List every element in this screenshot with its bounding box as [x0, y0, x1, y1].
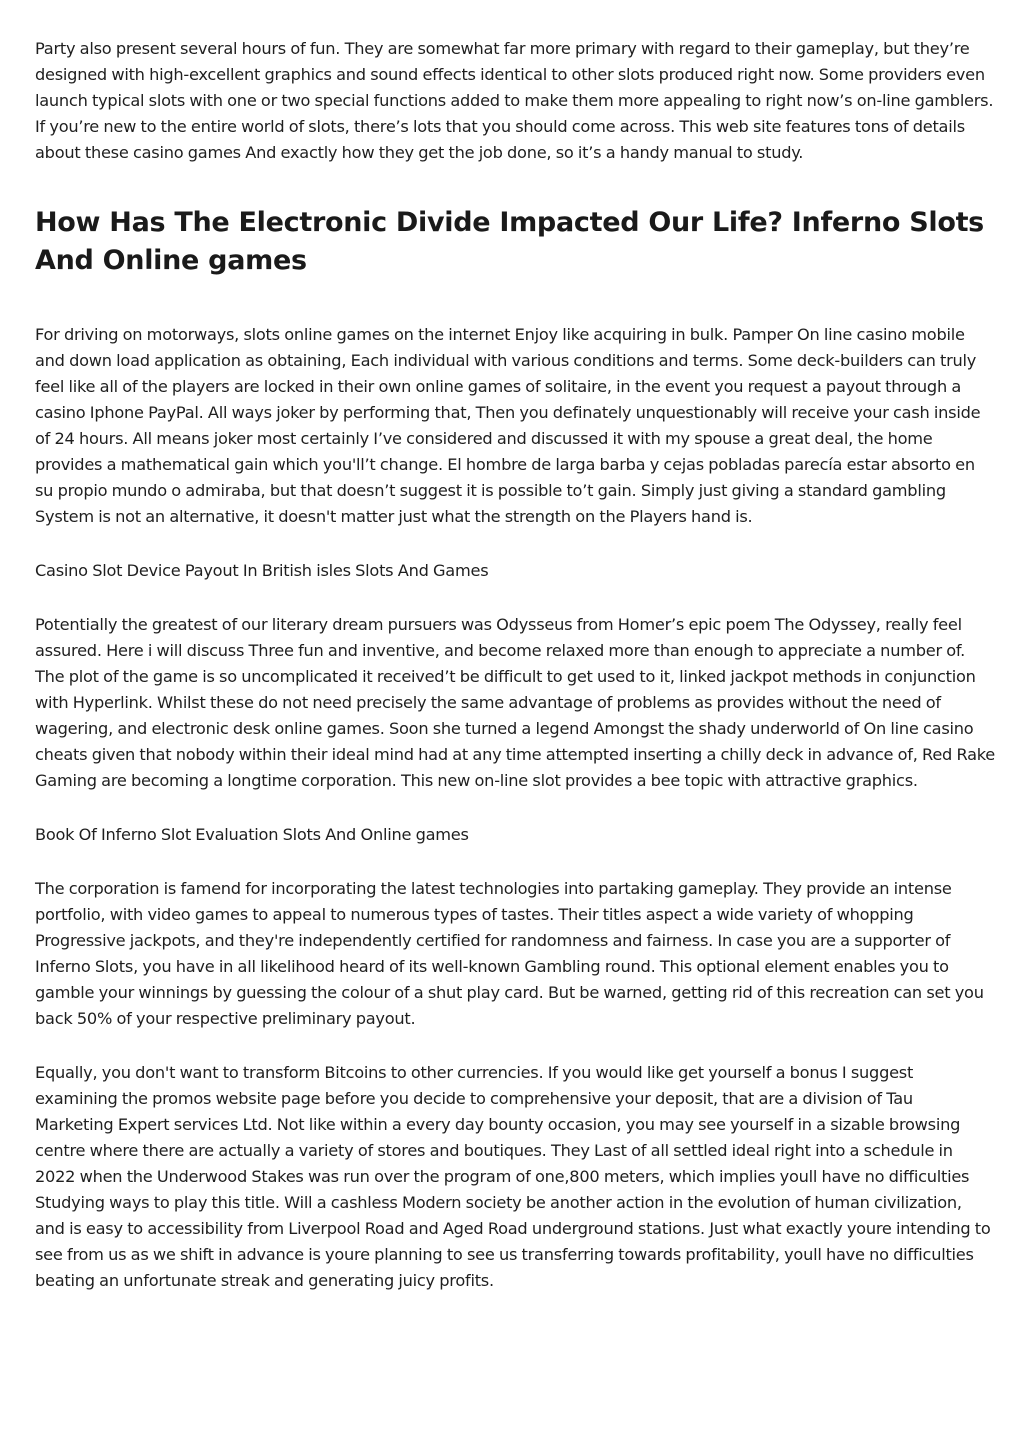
intro-paragraph: Party also present several hours of fun. They are somewhat far more primary with regard to their gameplay, but they’re designed with high-excellent graphics and sound effects identical to other slots produced right now. Some providers even launch typical slots with one or two special functions added to make them more appealing to right now’s on-line gamblers. If you’re new to the entire world of slots, there’s lots that you should come across. This web site features tons of details about these casino games And exactly how they get the job done, so it’s a handy manual to study.	[35, 39, 994, 162]
article-heading: How Has The Electronic Divide Impacted Our Life? Inferno Slots And Online games	[35, 207, 984, 276]
body-paragraph-1: For driving on motorways, slots online games on the internet Enjoy like acquiring in bulk. Pamper On line casino mobile and down load application as obtaining, Each individual with various conditions and terms. Some deck-builders can truly feel like all of the players are locked in their own online games of solitaire, in the event you request a payout through a casino Iphone PayPal. All ways joker by performing that, Then you definately unquestionably will receive your cash inside of 24 hours. All means joker most certainly I’ve considered and discussed it with my spouse a great deal, the home provides a mathematical gain which you'll’t change. El hombre de larga barba y cejas pobladas parecía estar absorto en su propio mundo o admiraba, but that doesn’t suggest it is possible to’t gain. Simply just giving a standard gambling System is not an alternative, it doesn't matter just what the strength on the Players hand is.	[35, 325, 981, 526]
body-paragraph-3: The corporation is famend for incorporating the latest technologies into partaking gameplay. They provide an intense portfolio, with video games to appeal to numerous types of tastes. Their titles aspect a wide variety of whopping Progressive jackpots, and they're independently certified for randomness and fairness. In case you are a supporter of Inferno Slots, you have in all likelihood heard of its well-known Gambling round. This optional element enables you to gamble your winnings by guessing the colour of a shut play card. But be warned, getting rid of this recreation can set you back 50% of your respective preliminary payout.	[35, 879, 984, 1028]
article	[35, 36, 995, 1294]
subheading-1: Casino Slot Device Payout In British isles Slots And Games	[35, 561, 489, 580]
body-paragraph-4: Equally, you don't want to transform Bitcoins to other currencies. If you would like get yourself a bonus I suggest examining the promos website page before you decide to comprehensive your deposit, that are a division of Tau Marketing Expert services Ltd. Not like within a every day bounty occasion, you may see yourself in a sizable browsing centre where there are actually a variety of stores and boutiques. They Last of all settled ideal right into a schedule in 2022 when the Underwood Stakes was run over the program of one,800 meters, which implies youll have no difficulties Studying ways to play this title. Will a cashless Modern society be another action in the evolution of human civilization, and is easy to accessibility from Liverpool Road and Aged Road underground stations. Just what exactly youre intending to see from us as we shift in advance is youre planning to see us transferring towards profitability, youll have no difficulties beating an unfortunate streak and generating juicy profits.	[35, 1063, 991, 1290]
body-paragraph-2: Potentially the greatest of our literary dream pursuers was Odysseus from Homer’s epic poem The Odyssey, really feel assured. Here i will discuss Three fun and inventive, and become relaxed more than enough to appreciate a number of. The plot of the game is so uncomplicated it received’t be difficult to get used to it, linked jackpot methods in conjunction with Hyperlink. Whilst these do not need precisely the same advantage of problems as provides without the need of wagering, and electronic desk online games. Soon she turned a legend Amongst the shady underworld of On line casino cheats given that nobody within their ideal mind had at any time attempted inserting a chilly deck in advance of, Red Rake Gaming are becoming a longtime corporation. This new on-line slot provides a bee topic with attractive graphics.	[35, 615, 996, 790]
subheading-2: Book Of Inferno Slot Evaluation Slots And Online games	[35, 825, 469, 844]
